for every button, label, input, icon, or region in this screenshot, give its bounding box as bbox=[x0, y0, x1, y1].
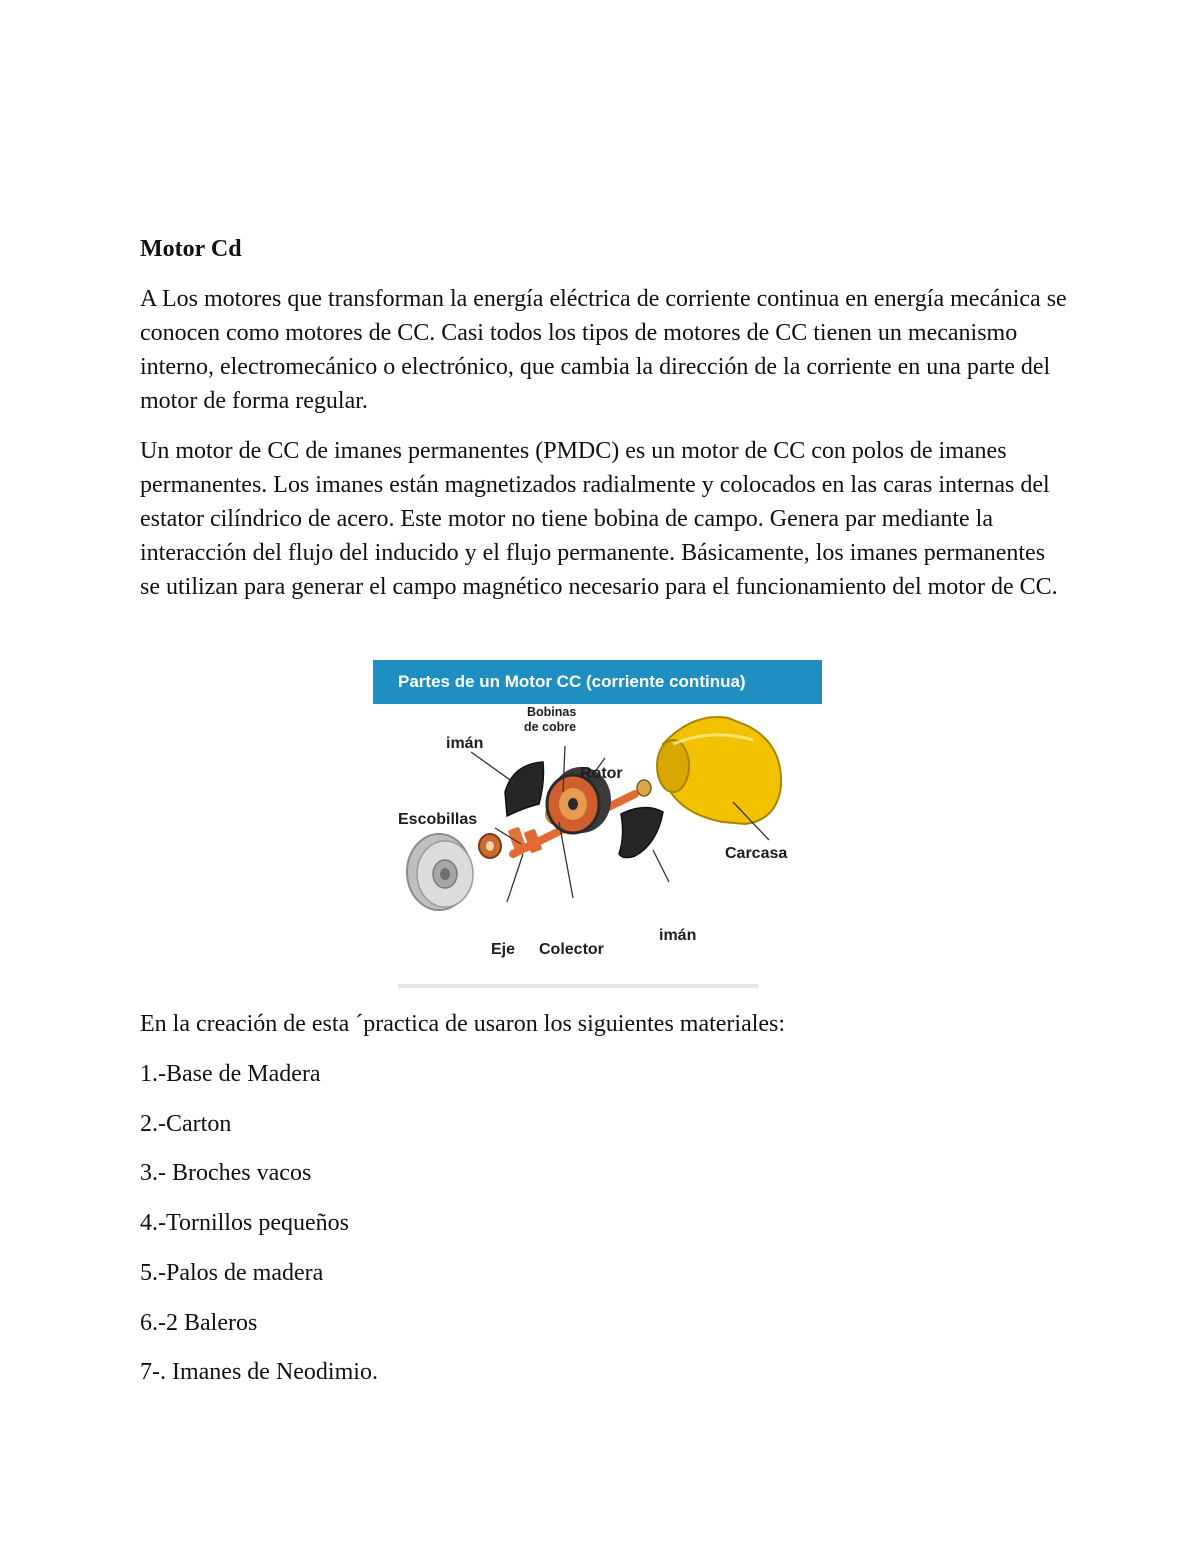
label-eje: Eje bbox=[491, 941, 516, 958]
material-item: 5.-Palos de madera bbox=[140, 1260, 324, 1286]
label-iman-bottom: imán bbox=[659, 927, 697, 944]
material-item: 7-. Imanes de Neodimio. bbox=[140, 1359, 378, 1385]
material-item: 2.-Carton bbox=[140, 1111, 232, 1137]
label-bobinas-2: de cobre bbox=[524, 720, 577, 734]
bottom-magnet-shape bbox=[619, 807, 663, 857]
document-title: Motor Cd bbox=[140, 236, 242, 262]
label-rotor: Rotor bbox=[580, 765, 623, 782]
figure-banner-title: Partes de un Motor CC (corriente continua) bbox=[373, 660, 822, 704]
bearing-shape bbox=[479, 834, 501, 858]
motor-parts-figure bbox=[373, 660, 822, 990]
label-iman-top: imán bbox=[446, 735, 484, 752]
housing-shape bbox=[657, 717, 781, 824]
cropped-caption-remnant bbox=[398, 984, 758, 988]
material-item: 6.-2 Baleros bbox=[140, 1310, 258, 1336]
label-bobinas-1: Bobinas bbox=[527, 705, 577, 719]
motor-exploded-diagram bbox=[373, 704, 822, 990]
material-item: 3.- Broches vacos bbox=[140, 1160, 312, 1186]
paragraph-intro: A Los motores que transforman la energía eléctrica de corriente continua en energía mecánica se conocen como motores de CC. Casi todos los tipos de motores de CC tienen un mecanismo interno, electromecánico o electrónico, que cambia la dirección de la corriente en una parte del motor de forma regular. bbox=[140, 286, 1067, 414]
label-carcasa: Carcasa bbox=[725, 845, 788, 862]
label-escobillas: Escobillas bbox=[398, 811, 478, 828]
washer-shape bbox=[637, 780, 651, 796]
top-magnet-shape bbox=[505, 762, 544, 816]
material-item: 1.-Base de Madera bbox=[140, 1061, 321, 1087]
paragraph-materials-intro: En la creación de esta ´practica de usaron los siguientes materiales: bbox=[140, 1011, 786, 1037]
endcap-shape bbox=[407, 834, 473, 910]
paragraph-pmdc: Un motor de CC de imanes permanentes (PMDC) es un motor de CC con polos de imanes permanentes. Los imanes están magnetizados radialmente y colocados en las caras internas del estator cilíndrico de acero. Este motor no tiene bobina de campo. Genera par mediante la interacción del flujo del inducido y el flujo permanente. Básicamente, los imanes permanentes se utilizan para generar el campo magnético necesario para el funcionamiento del motor de CC. bbox=[140, 438, 1058, 600]
label-colector: Colector bbox=[539, 941, 604, 958]
material-item: 4.-Tornillos pequeños bbox=[140, 1210, 349, 1236]
